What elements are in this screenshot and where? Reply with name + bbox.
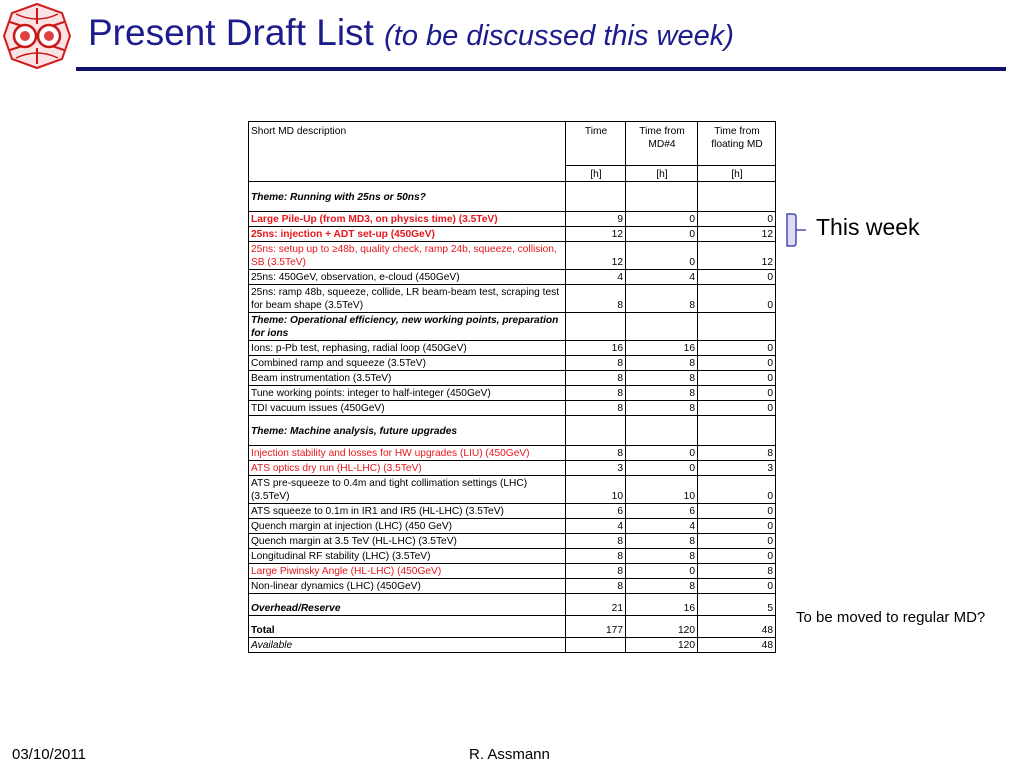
row-time-md4: 0: [626, 227, 698, 242]
slide-title: [88, 10, 734, 59]
overhead-time: 21: [566, 594, 626, 616]
row-time: 9: [566, 212, 626, 227]
theme-label: Theme: Machine analysis, future upgrades: [249, 416, 566, 446]
row-time-floating: 0: [698, 519, 776, 534]
md-table-container: [248, 121, 776, 653]
table-row: [249, 212, 776, 227]
available-desc: Available: [249, 638, 566, 653]
table-row: [249, 446, 776, 461]
row-time-floating: 0: [698, 371, 776, 386]
row-desc: Beam instrumentation (3.5TeV): [249, 371, 566, 386]
row-time-floating: 0: [698, 386, 776, 401]
available-time: [566, 638, 626, 653]
table-row: [249, 341, 776, 356]
row-time: 8: [566, 401, 626, 416]
row-time-md4: 8: [626, 386, 698, 401]
lhc-dipole-magnet-logo-icon: [2, 2, 72, 70]
total-desc: Total: [249, 616, 566, 638]
row-time-floating: 0: [698, 549, 776, 564]
title-main: Present Draft List: [88, 12, 374, 53]
row-time-md4: 0: [626, 446, 698, 461]
row-time-floating: 12: [698, 227, 776, 242]
unit-time-md4: [h]: [626, 166, 698, 182]
row-desc: Combined ramp and squeeze (3.5TeV): [249, 356, 566, 371]
row-time: 8: [566, 579, 626, 594]
row-desc: ATS pre-squeeze to 0.4m and tight collimation settings (LHC) (3.5TeV): [249, 476, 566, 504]
table-row: [249, 476, 776, 504]
row-time-md4: 0: [626, 461, 698, 476]
table-row: [249, 519, 776, 534]
row-time-floating: 0: [698, 579, 776, 594]
row-time-floating: 8: [698, 564, 776, 579]
theme-label: Theme: Operational efficiency, new working points, preparation for ions: [249, 313, 566, 341]
row-time: 8: [566, 386, 626, 401]
available-row: [249, 638, 776, 653]
row-time-md4: 8: [626, 285, 698, 313]
row-time-floating: 0: [698, 341, 776, 356]
table-row: [249, 401, 776, 416]
row-desc: 25ns: setup up to ≥48b, quality check, ramp 24b, squeeze, collision, SB (3.5TeV): [249, 242, 566, 270]
table-row: [249, 564, 776, 579]
row-desc: 25ns: 450GeV, observation, e-cloud (450GeV): [249, 270, 566, 285]
row-time: 4: [566, 270, 626, 285]
row-time-md4: 0: [626, 212, 698, 227]
row-time-floating: 0: [698, 534, 776, 549]
row-desc: Quench margin at injection (LHC) (450 GeV): [249, 519, 566, 534]
to-be-moved-note: To be moved to regular MD?: [796, 609, 986, 626]
theme-row: [249, 182, 776, 212]
theme-row: [249, 416, 776, 446]
title-underline: [76, 67, 1006, 71]
unit-time-floating: [h]: [698, 166, 776, 182]
header-time: Time: [566, 122, 626, 166]
table-row: [249, 579, 776, 594]
total-time: 177: [566, 616, 626, 638]
table-row: [249, 504, 776, 519]
header-desc: Short MD description: [249, 122, 566, 182]
row-time-md4: 6: [626, 504, 698, 519]
row-time: 8: [566, 371, 626, 386]
table-row: [249, 270, 776, 285]
table-row: [249, 534, 776, 549]
row-desc: Tune working points: integer to half-integer (450GeV): [249, 386, 566, 401]
table-row: [249, 285, 776, 313]
row-time-md4: 0: [626, 242, 698, 270]
table-row: [249, 549, 776, 564]
row-desc: Non-linear dynamics (LHC) (450GeV): [249, 579, 566, 594]
row-desc: Quench margin at 3.5 TeV (HL-LHC) (3.5TeV): [249, 534, 566, 549]
table-row: [249, 371, 776, 386]
row-time: 16: [566, 341, 626, 356]
row-time-floating: 0: [698, 285, 776, 313]
overhead-time-floating: 5: [698, 594, 776, 616]
overhead-row: [249, 594, 776, 616]
row-time: 8: [566, 285, 626, 313]
row-time-md4: 8: [626, 549, 698, 564]
md-draft-table: [248, 121, 776, 653]
theme-label: Theme: Running with 25ns or 50ns?: [249, 182, 566, 212]
row-time: 8: [566, 549, 626, 564]
row-desc: Longitudinal RF stability (LHC) (3.5TeV): [249, 549, 566, 564]
row-time-md4: 8: [626, 356, 698, 371]
row-time-md4: 8: [626, 534, 698, 549]
row-desc: TDI vacuum issues (450GeV): [249, 401, 566, 416]
row-time-floating: 0: [698, 476, 776, 504]
row-time: 12: [566, 242, 626, 270]
table-row: [249, 461, 776, 476]
footer-author: R. Assmann: [469, 746, 550, 763]
table-row: [249, 356, 776, 371]
table-row: [249, 227, 776, 242]
row-time: 6: [566, 504, 626, 519]
row-time: 3: [566, 461, 626, 476]
row-time: 12: [566, 227, 626, 242]
row-time-floating: 0: [698, 401, 776, 416]
row-time: 8: [566, 534, 626, 549]
overhead-desc: Overhead/Reserve: [249, 594, 566, 616]
row-time: 4: [566, 519, 626, 534]
title-subtitle: (to be discussed this week): [384, 20, 734, 52]
row-time-md4: 8: [626, 371, 698, 386]
row-time-floating: 0: [698, 270, 776, 285]
total-row: [249, 616, 776, 638]
header-time-floating: Time from floating MD: [698, 122, 776, 166]
available-time-md4: 120: [626, 638, 698, 653]
footer-date: 03/10/2011: [12, 746, 86, 763]
header-time-md4: Time from MD#4: [626, 122, 698, 166]
row-desc: Large Pile-Up (from MD3, on physics time) (3.5TeV): [249, 212, 566, 227]
row-time-md4: 8: [626, 579, 698, 594]
unit-time: [h]: [566, 166, 626, 182]
row-desc: 25ns: injection + ADT set-up (450GeV): [249, 227, 566, 242]
overhead-time-md4: 16: [626, 594, 698, 616]
table-header-row: [249, 122, 776, 166]
row-time-floating: 0: [698, 504, 776, 519]
row-desc: Injection stability and losses for HW upgrades (LIU) (450GeV): [249, 446, 566, 461]
row-time-floating: 12: [698, 242, 776, 270]
row-time-floating: 3: [698, 461, 776, 476]
row-time-md4: 4: [626, 270, 698, 285]
row-time-md4: 16: [626, 341, 698, 356]
theme-row: [249, 313, 776, 341]
row-desc: 25ns: ramp 48b, squeeze, collide, LR beam-beam test, scraping test for beam shape (3.5TeV): [249, 285, 566, 313]
row-desc: Large Piwinsky Angle (HL-LHC) (450GeV): [249, 564, 566, 579]
row-desc: ATS optics dry run (HL-LHC) (3.5TeV): [249, 461, 566, 476]
row-time-md4: 10: [626, 476, 698, 504]
total-time-md4: 120: [626, 616, 698, 638]
row-desc: ATS squeeze to 0.1m in IR1 and IR5 (HL-LHC) (3.5TeV): [249, 504, 566, 519]
bracket-icon: [784, 212, 808, 248]
row-time-floating: 8: [698, 446, 776, 461]
row-time: 8: [566, 564, 626, 579]
available-time-floating: 48: [698, 638, 776, 653]
row-time-floating: 0: [698, 356, 776, 371]
this-week-note: This week: [816, 214, 920, 240]
table-row: [249, 386, 776, 401]
row-time-md4: 4: [626, 519, 698, 534]
row-time-md4: 8: [626, 401, 698, 416]
row-time-floating: 0: [698, 212, 776, 227]
row-time-md4: 0: [626, 564, 698, 579]
row-desc: Ions: p-Pb test, rephasing, radial loop (450GeV): [249, 341, 566, 356]
row-time: 10: [566, 476, 626, 504]
row-time: 8: [566, 356, 626, 371]
total-time-floating: 48: [698, 616, 776, 638]
row-time: 8: [566, 446, 626, 461]
table-row: [249, 242, 776, 270]
